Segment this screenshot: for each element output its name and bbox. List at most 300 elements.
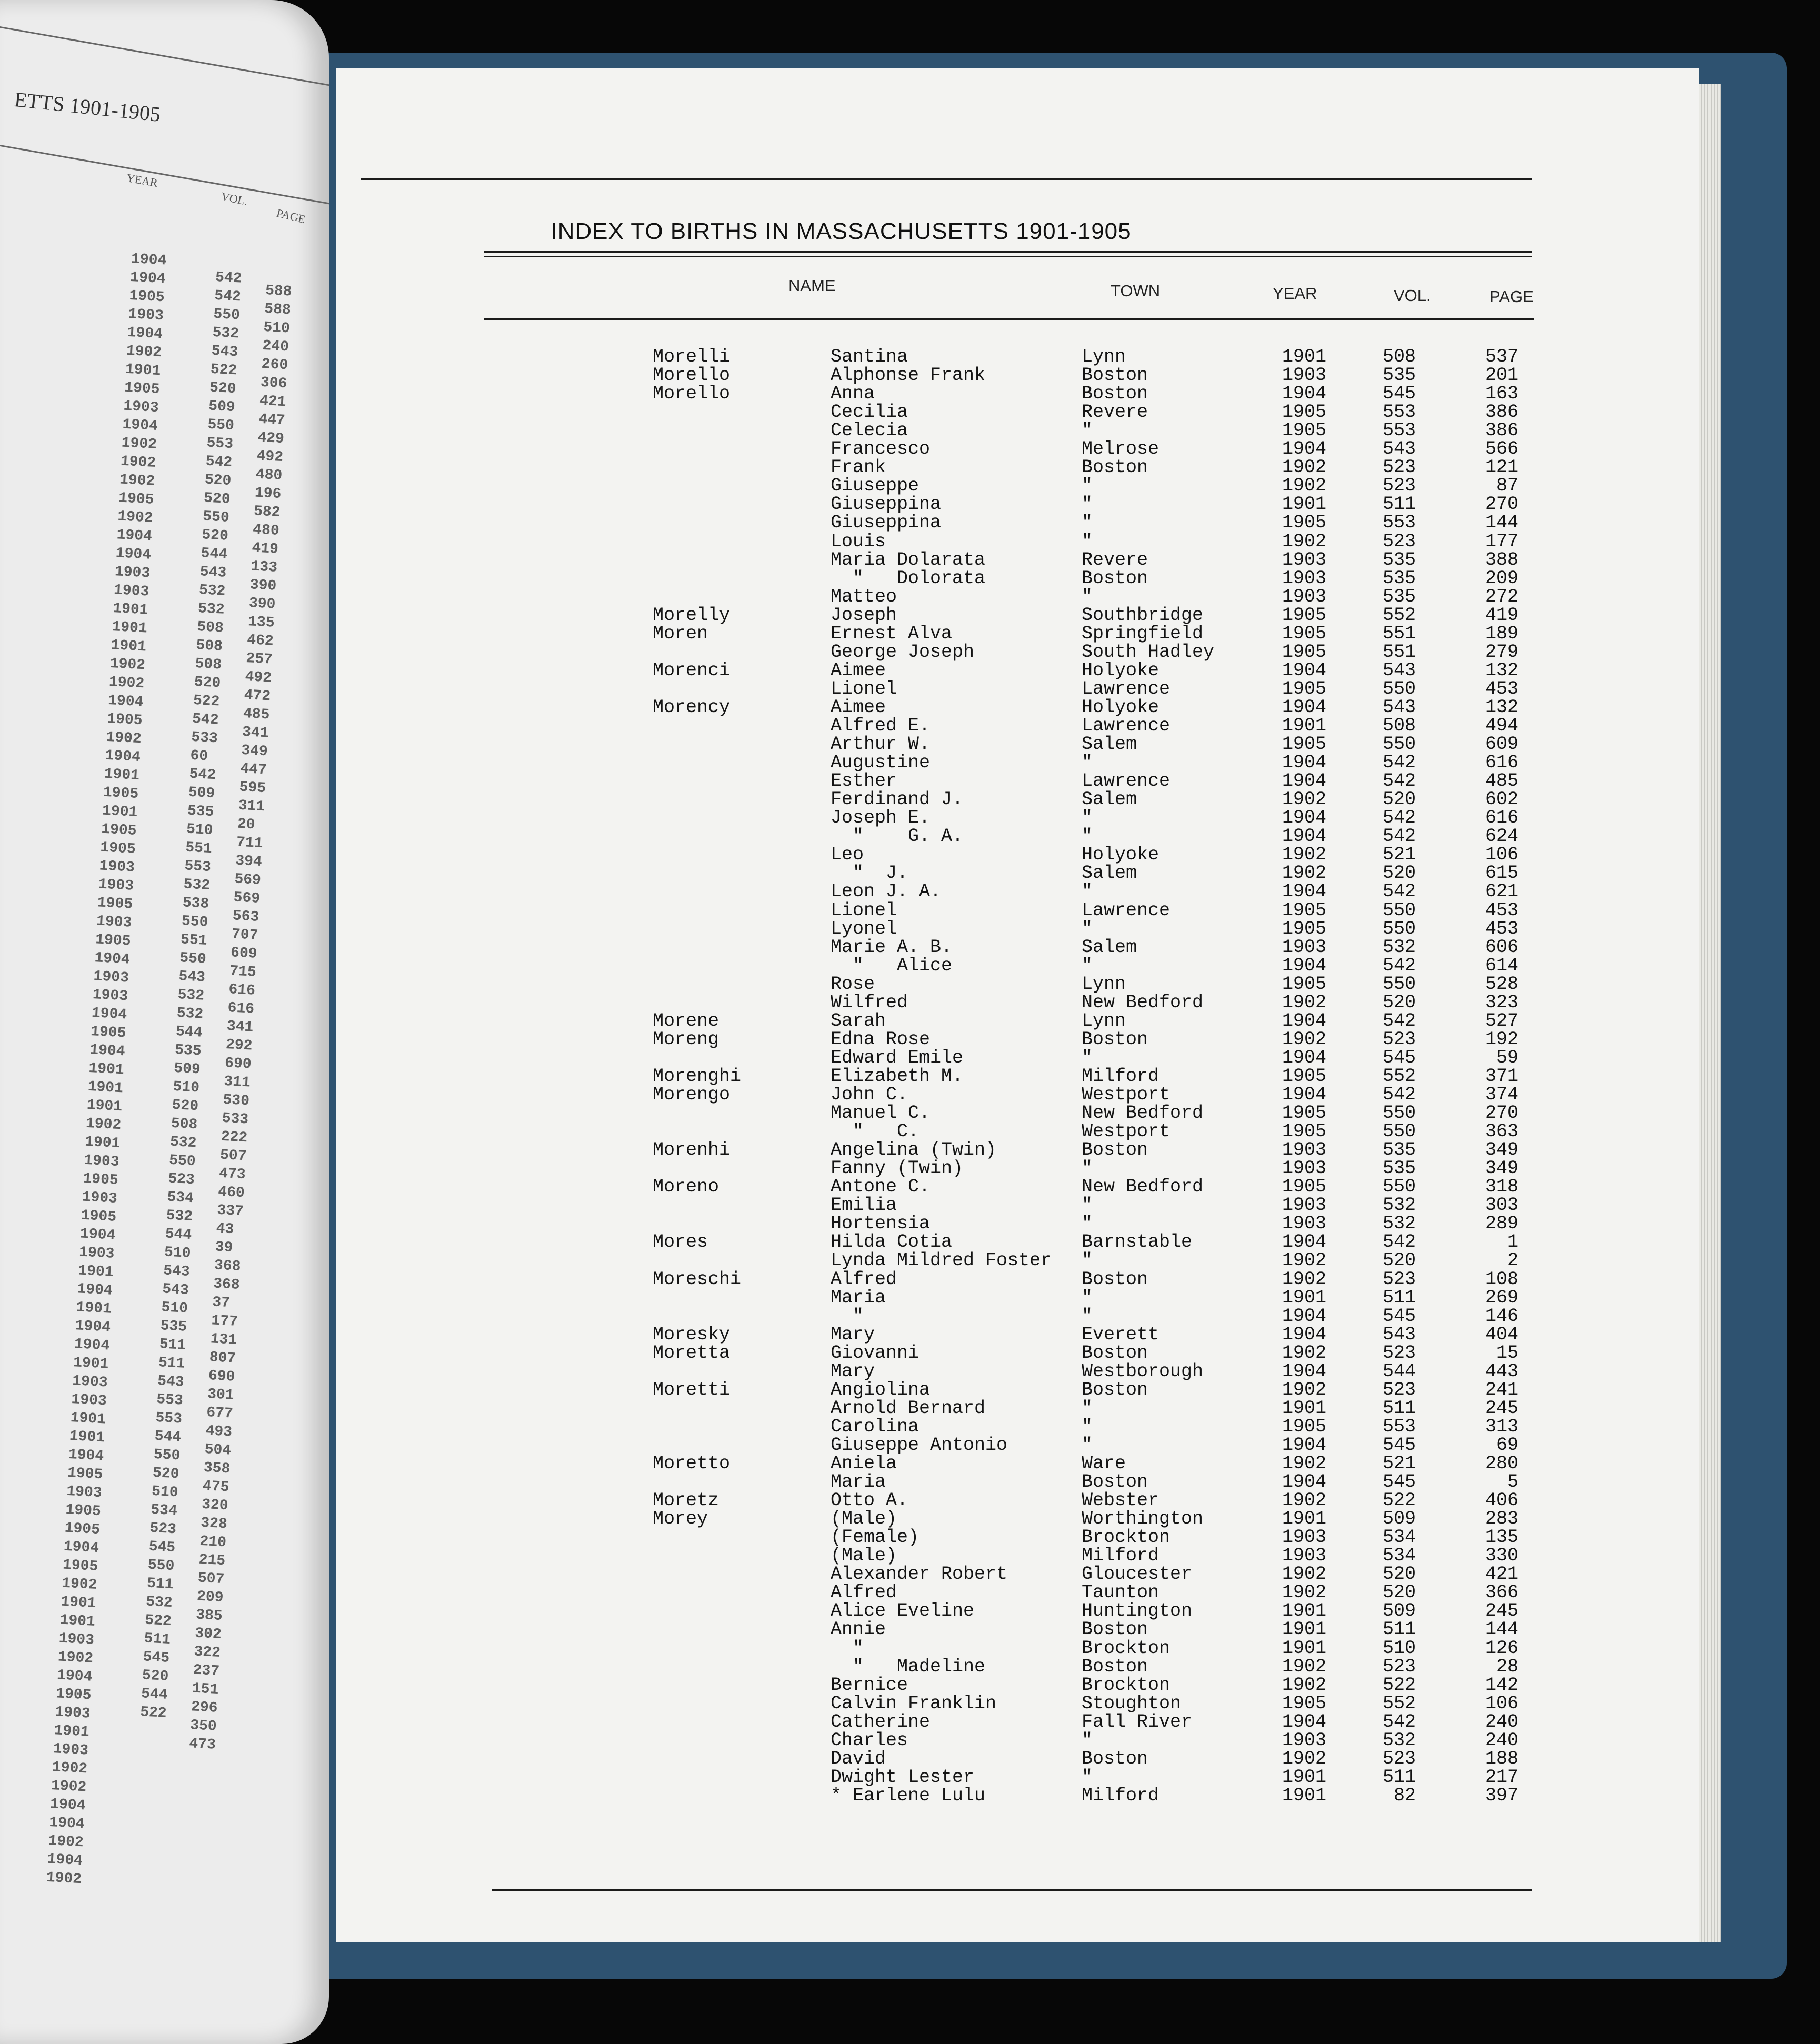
left-page-vol: 551 [185,839,213,858]
left-page-year: 1904 [131,251,167,269]
volume-cell: 542 [1382,752,1416,773]
given-name-cell: Ferdinand J. [831,789,964,810]
page-cell: 142 [1485,1675,1518,1696]
town-cell: " [1082,512,1093,533]
left-page-vol: 535 [187,803,215,821]
given-name-cell: Otto A. [831,1490,908,1511]
index-entry [0,403,1820,422]
index-entry [0,1399,1820,1418]
town-cell: Salem [1082,789,1137,810]
page-cell: 28 [1496,1656,1518,1677]
given-name-cell: Leo [831,844,864,865]
left-page-year: 1904 [74,1336,110,1355]
town-cell: Worthington [1082,1508,1204,1529]
index-entry [0,827,1820,846]
year-cell: 1905 [1282,734,1326,755]
left-page-year: 1901 [69,1409,106,1428]
page-cell: 397 [1485,1785,1518,1806]
year-cell: 1903 [1282,1545,1326,1566]
left-page-page: 196 [254,485,282,503]
year-cell: 1904 [1282,697,1326,718]
left-page-page: 215 [198,1551,226,1570]
surname-cell: Morene [653,1010,719,1031]
left-page-vol: 542 [215,269,243,287]
left-page-vol: 520 [204,472,232,490]
town-cell: Gloucester [1082,1564,1193,1585]
left-page-year: 1905 [65,1501,102,1520]
index-entry [0,476,1820,495]
left-page-year: 1904 [126,324,163,343]
left-page-vol: 550 [207,416,235,435]
left-page-year: 1905 [97,895,133,913]
town-cell: Milford [1082,1785,1159,1806]
left-page-vol: 535 [159,1318,187,1336]
left-page-vol: 509 [173,1060,201,1078]
left-page-page: 690 [208,1368,236,1386]
volume-cell: 523 [1382,1748,1416,1769]
town-cell: Holyoke [1082,697,1159,718]
town-cell: Boston [1082,1269,1148,1290]
left-page-vol: 511 [143,1630,171,1649]
given-name-cell: " J. [831,863,908,884]
left-page-vol: 523 [167,1170,195,1189]
year-cell: 1902 [1282,457,1326,478]
index-entry [0,993,1820,1012]
left-page-page: 292 [225,1037,253,1055]
town-cell: " [1082,531,1093,552]
year-cell: 1901 [1282,1287,1326,1308]
left-page-year: 1902 [61,1575,98,1594]
volume-cell: 550 [1382,1176,1416,1197]
town-cell: Salem [1082,937,1137,958]
year-cell: 1905 [1282,1121,1326,1142]
page-cell: 108 [1485,1269,1518,1290]
town-cell: Boston [1082,1748,1148,1769]
year-cell: 1904 [1282,1471,1326,1492]
left-page-vol: 520 [201,527,229,545]
left-page-page: 447 [239,760,267,779]
town-cell: New Bedford [1082,1176,1204,1197]
year-cell: 1902 [1282,1490,1326,1511]
volume-cell: 523 [1382,457,1416,478]
page-cell: 606 [1485,937,1518,958]
left-page-year: 1901 [87,1078,124,1097]
page-cell: 15 [1496,1342,1518,1364]
year-cell: 1904 [1282,1306,1326,1327]
volume-cell: 535 [1382,1139,1416,1160]
surname-cell: Moren [653,623,708,644]
left-page-page: 358 [203,1459,231,1478]
left-page-year: 1902 [126,343,162,362]
left-page-year: 1901 [59,1612,96,1630]
volume-cell: 553 [1382,420,1416,441]
town-cell: Boston [1082,1139,1148,1160]
volume-cell: 543 [1382,660,1416,681]
year-cell: 1901 [1282,494,1326,515]
page-cell: 132 [1485,697,1518,718]
left-page-page: 447 [258,411,286,429]
index-entry [0,624,1820,643]
index-entry [0,1601,1820,1620]
left-page-page: 533 [221,1110,249,1128]
given-name-cell: " Madeline [831,1656,986,1677]
index-entry [0,1786,1820,1805]
left-page-year: 1903 [114,564,151,582]
volume-cell: 509 [1382,1600,1416,1621]
left-page-page: 390 [248,595,276,613]
year-cell: 1902 [1282,1250,1326,1271]
left-page-vol: 508 [196,619,224,637]
given-name-cell: Edward Emile [831,1047,964,1068]
left-page-year: 1902 [51,1778,87,1796]
volume-cell: 532 [1382,1213,1416,1234]
given-name-cell: Louis [831,531,886,552]
given-name-cell: Mary [831,1324,875,1345]
left-page-year: 1905 [55,1686,92,1704]
left-page-vol: 532 [212,324,239,343]
left-page-page: 368 [214,1257,242,1276]
town-cell: Revere [1082,402,1148,423]
town-cell: Taunton [1082,1582,1159,1603]
given-name-cell: Aimee [831,660,886,681]
year-cell: 1903 [1282,1527,1326,1548]
given-name-cell: John C. [831,1084,908,1105]
left-page-year: 1901 [110,637,147,656]
volume-cell: 523 [1382,531,1416,552]
town-cell: " [1082,955,1093,976]
page-cell: 616 [1485,807,1518,828]
surname-cell: Morello [653,383,731,404]
year-cell: 1905 [1282,1066,1326,1087]
left-page-page: 690 [224,1055,252,1073]
index-entry [0,975,1820,994]
given-name-cell: Celecia [831,420,908,441]
town-cell: " [1082,1435,1093,1456]
volume-cell: 520 [1382,992,1416,1013]
town-cell: Boston [1082,1656,1148,1677]
surname-cell: Morenci [653,660,731,681]
given-name-cell: Giuseppe [831,475,919,496]
index-entry [0,384,1820,403]
year-cell: 1902 [1282,844,1326,865]
left-page-year: 1904 [48,1814,85,1833]
year-cell: 1905 [1282,1103,1326,1124]
town-cell: Brockton [1082,1527,1171,1548]
index-entry [0,1583,1820,1602]
page-cell: 419 [1485,605,1518,626]
left-page-year: 1904 [116,527,153,545]
index-entry [0,1122,1820,1141]
left-page-vol: 544 [175,1024,203,1041]
year-cell: 1905 [1282,420,1326,441]
left-page-year: 1904 [122,416,158,435]
town-cell: Revere [1082,549,1148,570]
given-name-cell: Lynda Mildred Foster [831,1250,1052,1271]
volume-cell: 532 [1382,1195,1416,1216]
page-cell: 330 [1485,1545,1518,1566]
left-page-vol: 510 [172,1078,200,1097]
left-page-year: 1905 [90,1023,127,1042]
volume-cell: 520 [1382,1564,1416,1585]
volume-cell: 542 [1382,955,1416,976]
left-page-vol: 532 [176,1005,204,1023]
volume-cell: 523 [1382,475,1416,496]
volume-cell: 520 [1382,1582,1416,1603]
left-page-year: 1905 [124,379,161,398]
left-page-year: 1901 [73,1355,109,1373]
volume-cell: 535 [1382,549,1416,570]
volume-cell: 521 [1382,1453,1416,1474]
volume-cell: 521 [1382,844,1416,865]
left-page-vol: 520 [152,1465,180,1483]
left-page-page: 507 [219,1147,247,1165]
left-page-vol: 522 [210,361,238,379]
left-page-year: 1905 [64,1520,101,1539]
page-cell: 443 [1485,1361,1518,1382]
index-entry [0,1436,1820,1455]
given-name-cell: Santina [831,346,908,367]
volume-cell: 550 [1382,900,1416,921]
top-rule [361,178,1532,180]
left-page-vol: 533 [191,729,218,747]
town-cell: Stoughton [1082,1693,1182,1714]
index-entry [0,1214,1820,1233]
left-page-vol: 553 [206,435,234,453]
left-page-year: 1903 [52,1741,89,1759]
volume-cell: 511 [1382,1287,1416,1308]
year-cell: 1903 [1282,568,1326,589]
left-page-vol: 543 [211,343,238,361]
volume-cell: 542 [1382,1010,1416,1031]
year-cell: 1905 [1282,623,1326,644]
left-page-page: 341 [226,1018,254,1036]
surname-cell: Morey [653,1508,708,1529]
page-cell: 144 [1485,512,1518,533]
left-page-page: 311 [237,797,265,816]
given-name-cell: Calvin Franklin [831,1693,997,1714]
volume-cell: 511 [1382,1619,1416,1640]
volume-cell: 542 [1382,881,1416,902]
given-name-cell: " G. A. [831,826,964,847]
year-cell: 1903 [1282,937,1326,958]
left-page-year: 1901 [125,361,162,380]
left-page-page: 151 [192,1680,219,1698]
town-column-header: TOWN [1111,282,1161,300]
index-entry [0,716,1820,735]
page-cell: 527 [1485,1010,1518,1031]
given-name-cell: Lionel [831,678,897,699]
page-cell: 289 [1485,1213,1518,1234]
left-page-vol: 550 [202,508,230,526]
left-page-vol: 508 [171,1115,198,1134]
given-name-cell: Emilia [831,1195,897,1216]
left-page-title: ETTS 1901-1905 [13,87,162,126]
left-page-vol: 553 [155,1410,183,1428]
volume-cell: 520 [1382,863,1416,884]
left-page-vol: 520 [171,1097,199,1115]
page-cell: 146 [1485,1306,1518,1327]
volume-cell: 511 [1382,1767,1416,1788]
volume-cell: 545 [1382,1047,1416,1068]
left-page-year: 1901 [88,1060,125,1079]
given-name-cell: Arthur W. [831,734,931,755]
town-cell: Lawrence [1082,900,1171,921]
left-page-vol: 543 [157,1373,185,1391]
given-name-cell: Rose [831,974,875,995]
left-page-page: 588 [264,300,292,319]
left-page-page: 421 [259,393,287,411]
index-entry [0,1491,1820,1510]
town-cell: Boston [1082,383,1148,404]
volume-cell: 508 [1382,346,1416,367]
index-entry [0,882,1820,901]
page-cell: 241 [1485,1379,1518,1400]
left-page-page: 39 [215,1239,234,1257]
left-page-year: 1901 [111,619,148,637]
left-page-vol: 511 [159,1336,187,1354]
page-cell: 163 [1485,383,1518,404]
volume-cell: 550 [1382,734,1416,755]
year-cell: 1904 [1282,438,1326,459]
index-entry [0,1528,1820,1547]
page-cell: 106 [1485,1693,1518,1714]
year-cell: 1902 [1282,1379,1326,1400]
year-cell: 1902 [1282,531,1326,552]
year-cell: 1901 [1282,346,1326,367]
volume-cell: 545 [1382,1435,1416,1456]
left-page-year: 1904 [104,747,141,766]
town-cell: Ware [1082,1453,1126,1474]
page-cell: 371 [1485,1066,1518,1087]
volume-cell: 552 [1382,1066,1416,1087]
left-page-vol: 534 [166,1189,194,1207]
left-page-year: 1903 [92,987,128,1005]
left-page-vol-header: VOL. [220,189,249,208]
left-page-vol: 508 [195,637,223,655]
town-cell: " [1082,1287,1093,1308]
left-page-vol: 543 [163,1263,191,1281]
left-page-year: 1904 [107,692,144,711]
page-cell: 1 [1507,1231,1518,1253]
left-page-year: 1904 [75,1318,111,1336]
left-page-page-header: PAGE [275,206,307,226]
left-page-vol: 532 [145,1594,173,1612]
page-cell: 59 [1496,1047,1518,1068]
page-cell: 245 [1485,1398,1518,1419]
given-name-cell: Aniela [831,1453,897,1474]
given-name-cell: Giuseppina [831,494,942,515]
given-name-cell: Hilda Cotia [831,1231,953,1253]
vol-column-header: VOL. [1394,286,1431,305]
left-page-vol: 550 [153,1446,181,1465]
page-cell: 485 [1485,770,1518,791]
town-cell: Webster [1082,1490,1159,1511]
left-page-year: 1901 [103,766,140,785]
town-cell: Huntington [1082,1600,1193,1621]
bottom-rule [492,1889,1532,1891]
page-cell: 126 [1485,1638,1518,1659]
volume-cell: 534 [1382,1545,1416,1566]
volume-cell: 535 [1382,586,1416,607]
name-column-header: NAME [788,276,836,295]
left-page-vol: 532 [183,876,211,895]
left-page-vol: 542 [188,766,216,784]
left-page-year: 1905 [103,784,139,803]
given-name-cell: (Male) [831,1545,897,1566]
page-cell: 566 [1485,438,1518,459]
volume-cell: 545 [1382,383,1416,404]
left-page-page: 306 [260,374,288,393]
given-name-cell: Antone C. [831,1176,931,1197]
left-page-vol: 545 [148,1538,176,1557]
index-entry [0,1454,1820,1473]
left-page-page: 711 [236,834,264,853]
left-page-vol: 511 [158,1355,186,1372]
given-name-cell: Alfred E. [831,715,931,736]
town-cell: Boston [1082,1342,1148,1364]
header-rule [484,318,1534,320]
year-cell: 1905 [1282,1176,1326,1197]
given-name-cell: " Dolorata [831,568,986,589]
left-page-vol: 520 [193,674,221,692]
left-page-year: 1901 [112,600,149,619]
left-page-vol: 510 [151,1483,179,1501]
left-page-vol: 532 [169,1134,197,1152]
volume-cell: 520 [1382,1250,1416,1271]
page-title: INDEX TO BIRTHS IN MASSACHUSETTS 1901-1905 [551,218,1132,244]
town-cell: South Hadley [1082,642,1215,663]
page-cell: 323 [1485,992,1518,1013]
page-cell: 2 [1507,1250,1518,1271]
page-cell: 421 [1485,1564,1518,1585]
given-name-cell: Lionel [831,900,897,921]
volume-cell: 542 [1382,807,1416,828]
left-page-page: 462 [246,632,274,650]
left-page-page: 131 [209,1331,237,1349]
volume-cell: 551 [1382,642,1416,663]
town-cell: Westborough [1082,1361,1204,1382]
page-cell: 217 [1485,1767,1518,1788]
index-entry [0,808,1820,827]
town-cell: " [1082,752,1093,773]
left-page-vol: 544 [165,1226,192,1244]
page-cell: 624 [1485,826,1518,847]
page-cell: 106 [1485,844,1518,865]
page-cell: 132 [1485,660,1518,681]
left-page-vol: 543 [199,564,227,582]
given-name-cell: Aimee [831,697,886,718]
left-page-page: 210 [199,1533,227,1551]
left-page-page: 222 [221,1128,248,1147]
given-name-cell: Alice Eveline [831,1600,975,1621]
index-entry [0,938,1820,957]
page-cell: 270 [1485,494,1518,515]
page-cell: 209 [1485,568,1518,589]
index-entry [0,1620,1820,1639]
given-name-cell: " Alice [831,955,953,976]
left-page-vol: 532 [197,600,225,618]
left-page-vol: 520 [142,1667,169,1685]
town-cell: Westport [1082,1121,1171,1142]
given-name-cell: Carolina [831,1416,919,1437]
index-entry [0,919,1820,938]
volume-cell: 550 [1382,974,1416,995]
given-name-cell: Giuseppina [831,512,942,533]
left-page-year: 1902 [109,655,146,674]
volume-cell: 508 [1382,715,1416,736]
year-column-header: YEAR [1273,284,1317,303]
left-page-vol: 534 [150,1501,178,1520]
